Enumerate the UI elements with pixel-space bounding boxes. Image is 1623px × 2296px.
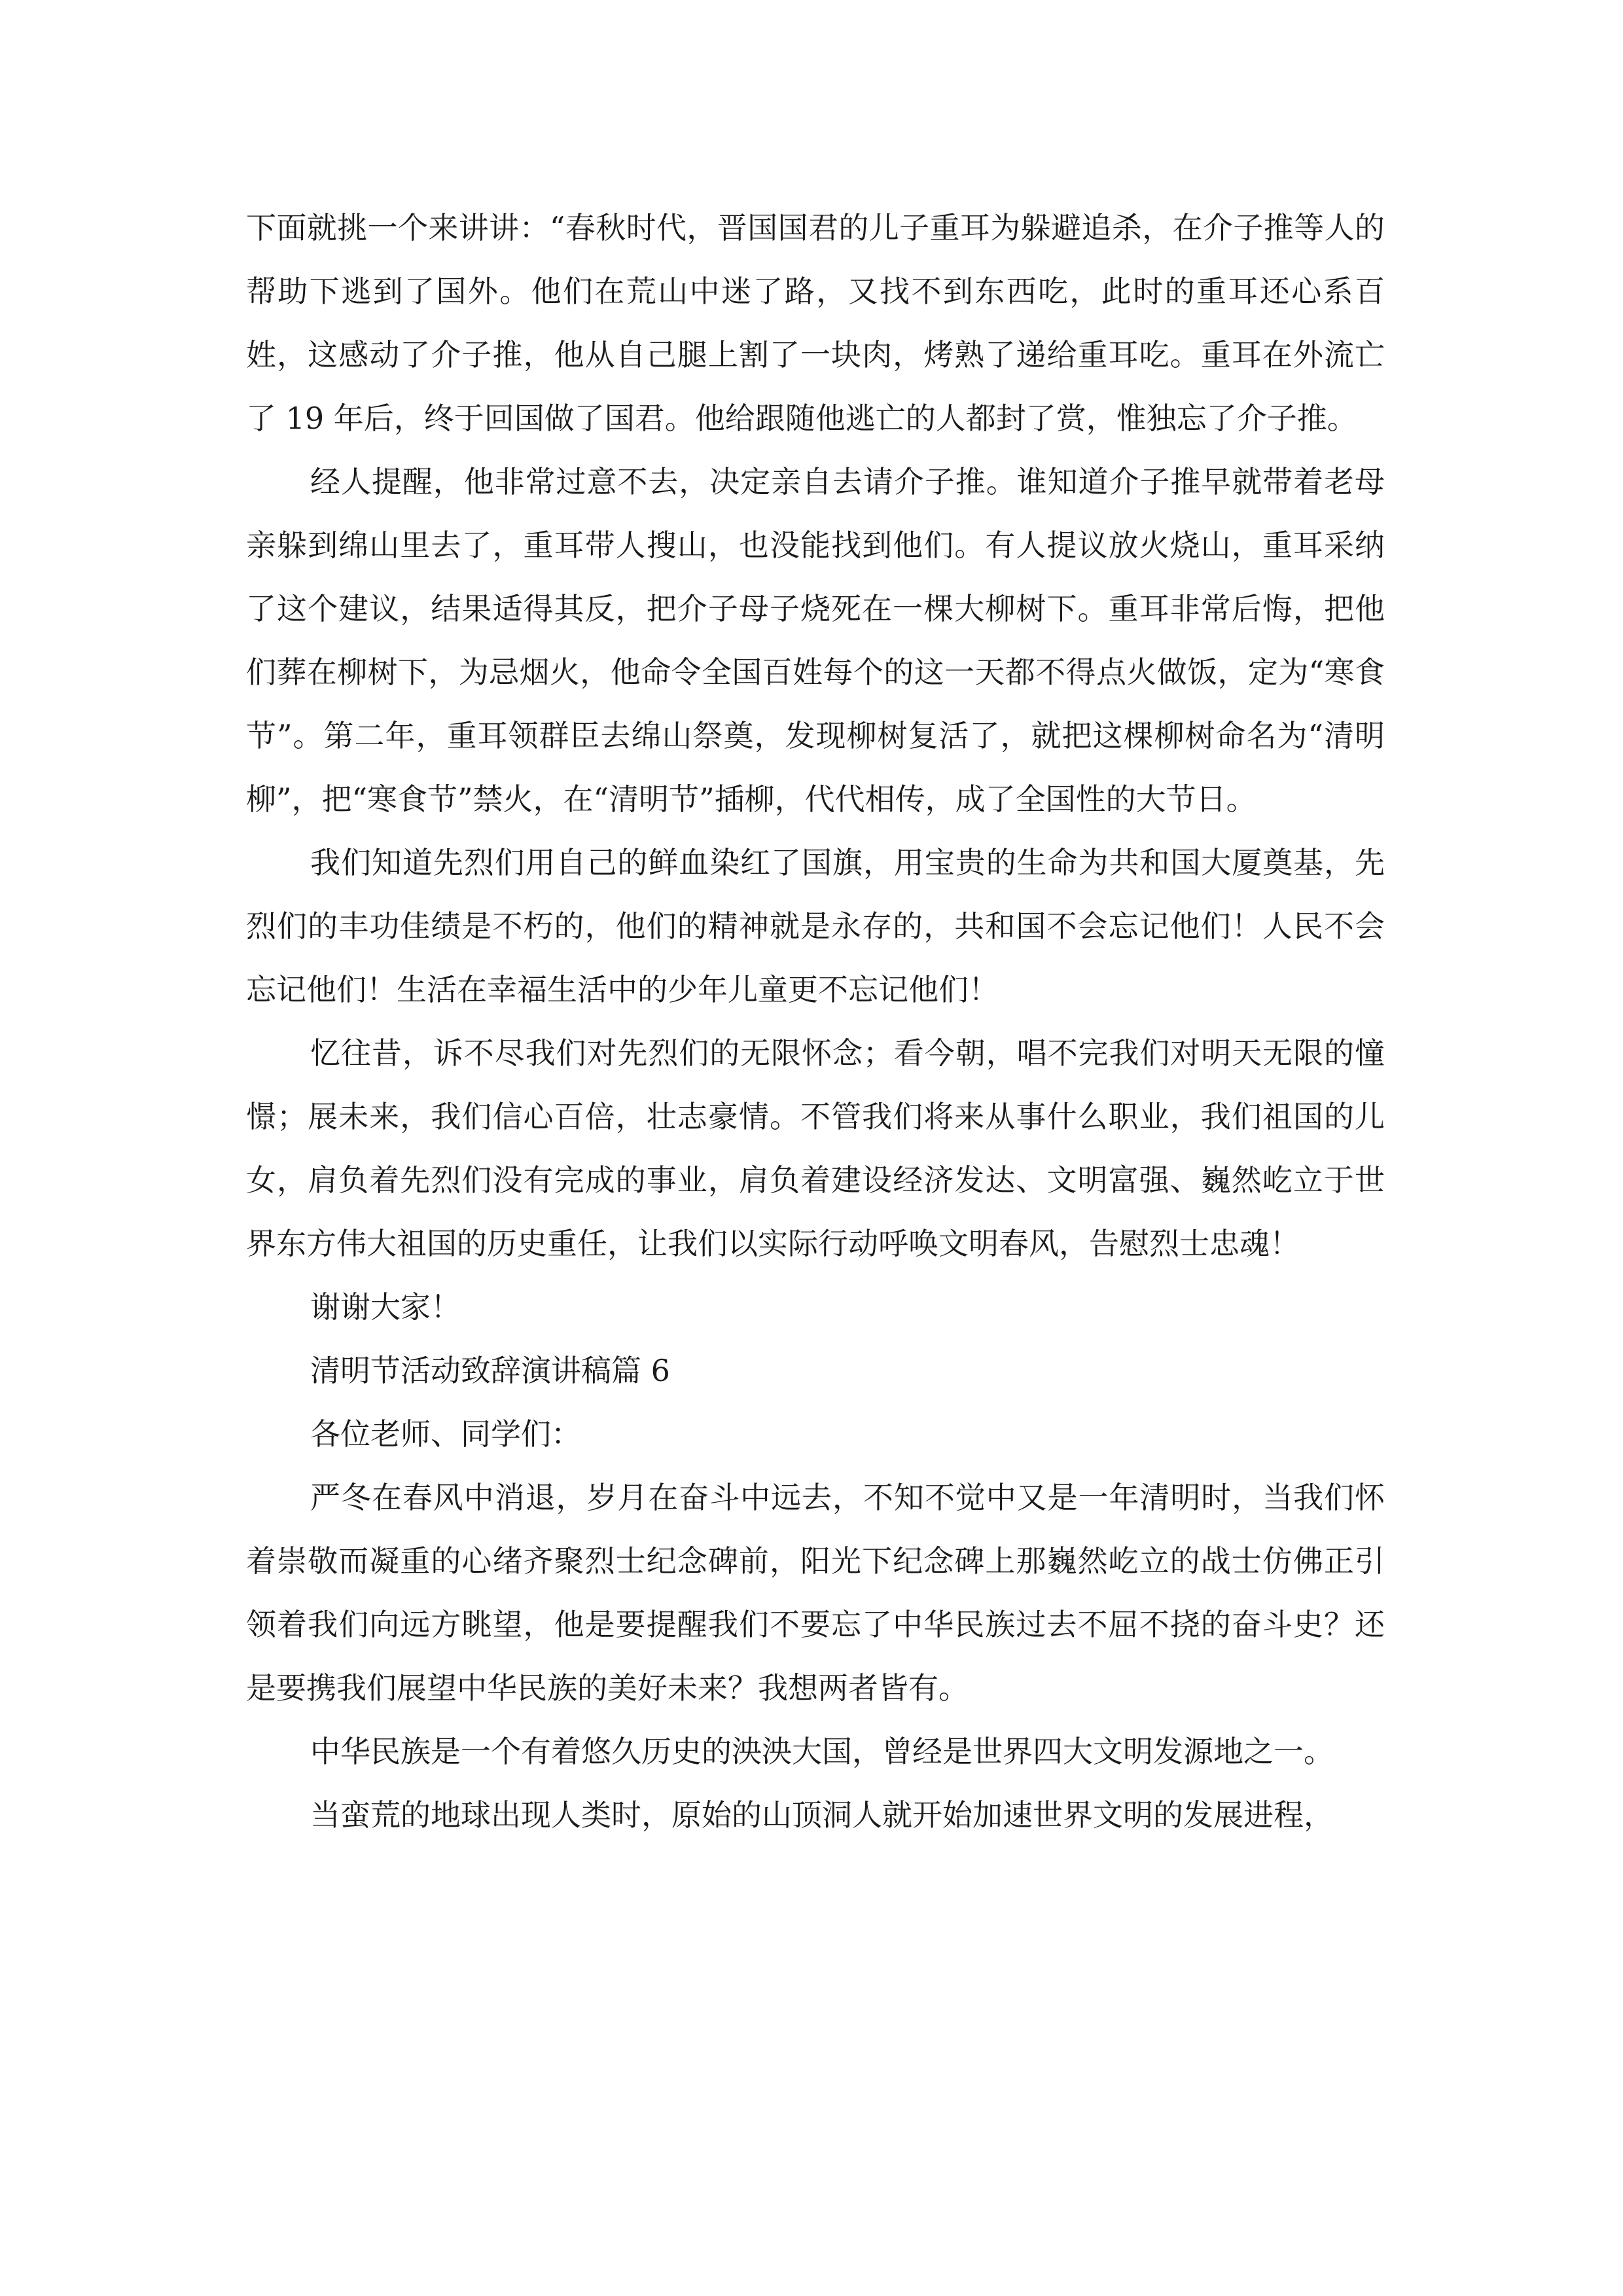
paragraph-civilization: 当蛮荒的地球出现人类时，原始的山顶洞人就开始加速世界文明的发展进程， [310,1797,1334,1833]
paragraph-hanshi-origin: 经人提醒，他非常过意不去，决定亲自去请介子推。谁知道介子推早就带着老母亲躲到绵山里去了，重耳带人搜山，也没能找到他们。有人提议放火烧山，重耳采纳了这个建议，结果适得其反，把介子母子烧死在一棵大柳树下。重耳非常后悔，把他们葬在柳树下，为忌烟火，他命令全国百姓每个的这一天都不得点火做饭，定为“寒食节”。第二年，重耳领群臣去绵山祭奠，发现柳树复活了，就把这棵柳树命名为“清明柳”，把“寒食节”禁火，在“清明节”插柳，代代相传，成了全国性的大节日。 [246,464,1385,817]
paragraph-memorial: 严冬在春风中消退，岁月在奋斗中远去，不知不觉中又是一年清明时，当我们怀着崇敬而凝重的心绪齐聚烈士纪念碑前，阳光下纪念碑上那巍然屹立的战士仿佛正引领着我们向远方眺望，他是要提醒我们不要忘了中华民族过去不屈不挠的奋斗史？还是要携我们展望中华民族的美好未来？我想两者皆有。 [246,1480,1385,1706]
document-page [246,196,1385,1847]
paragraph-chonger-story: 下面就挑一个来讲讲：“春秋时代，晋国国君的儿子重耳为躲避追杀，在介子推等人的帮助下逃到了国外。他们在荒山中迷了路，又找不到东西吃，此时的重耳还心系百姓，这感动了介子推，他从自己腿上割了一块肉，烤熟了递给重耳吃。重耳在外流亡了 19 年后，终于回国做了国君。他给跟随他逃亡的人都封了赏，惟独忘了介子推。 [246,210,1385,436]
paragraph-history: 中华民族是一个有着悠久历史的泱泱大国，曾经是世界四大文明发源地之一。 [310,1734,1334,1769]
paragraph-greeting: 各位老师、同学们： [310,1416,581,1452]
paragraph-martyrs: 我们知道先烈们用自己的鲜血染红了国旗，用宝贵的生命为共和国大厦奠基，先烈们的丰功佳绩是不朽的，他们的精神就是永存的，共和国不会忘记他们！人民不会忘记他们！生活在幸福生活中的少年儿童更不忘记他们！ [246,845,1385,1007]
paragraph-past-future: 忆往昔，诉不尽我们对先烈们的无限怀念；看今朝，唱不完我们对明天无限的憧憬；展未来，我们信心百倍，壮志豪情。不管我们将来从事什么职业，我们祖国的儿女，肩负着先烈们没有完成的事业，肩负着建设经济发达、文明富强、巍然屹立于世界东方伟大祖国的历史重任，让我们以实际行动呼唤文明春风，告慰烈士忠魂！ [246,1035,1385,1261]
section-heading: 清明节活动致辞演讲稿篇 6 [310,1353,670,1388]
paragraph-thanks: 谢谢大家！ [310,1289,461,1325]
